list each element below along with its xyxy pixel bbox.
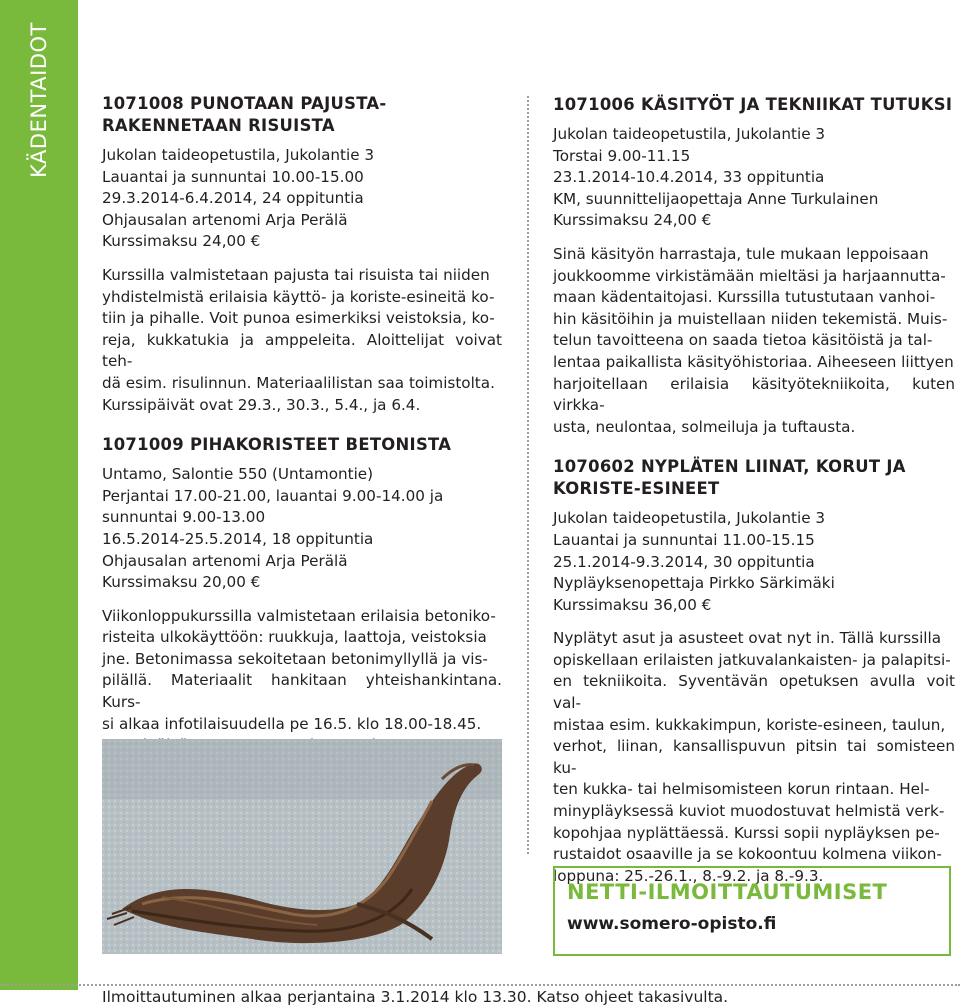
online-registration-box	[553, 866, 951, 956]
footer-divider	[0, 984, 960, 986]
left-column	[102, 93, 502, 757]
course-location: Jukolan taideopetustila, Jukolantie 3	[553, 125, 826, 143]
course-dates: 25.1.2014-9.3.2014, 30 oppituntia	[553, 552, 815, 571]
description-line: tiin ja pihalle. Voit punoa esimerkiksi veistoksia, ko-	[102, 309, 495, 328]
description-line: mistaa esim. kukkakimpun, koriste-esineen, taulun,	[553, 715, 946, 734]
column-divider	[527, 96, 529, 854]
description-line: hin käsitöihin ja muistellaan niiden tekemistä. Muis-	[553, 309, 948, 328]
course-title-line: KORISTE-ESINEET	[553, 479, 720, 499]
description-line: risteita ulkokäyttöön: ruukkuja, laattoja, veistoksia	[102, 628, 487, 647]
description-line: lentaa paikallista käsityöhistoriaa. Aiheeseen liittyen	[553, 352, 954, 371]
course-location: Untamo, Salontie 550 (Untamontie)	[102, 465, 374, 484]
description-line: reja, kukkatukia ja amppeleita. Aloittelijat voivat teh-	[102, 330, 502, 371]
online-registration-title: NETTI-ILMOITTAUTUMISET	[567, 880, 888, 904]
description-line: telun tavoitteena on saada tietoa käsitöistä ja tal-	[553, 331, 933, 350]
description-line: joukkoomme virkistämään mieltäsi ja harjaannutta-	[553, 266, 946, 285]
course-1071008	[102, 93, 502, 416]
course-schedule: sunnuntai 9.00-13.00	[102, 508, 266, 527]
course-fee: Kurssimaksu 24,00 €	[553, 211, 712, 230]
course-title	[553, 94, 955, 116]
footer-note: Ilmoittautuminen alkaa perjantaina 3.1.2014 klo 13.30. Katso ohjeet takasivulta.	[102, 988, 729, 1006]
course-info	[102, 145, 502, 253]
description-line: harjoitellaan erilaisia käsityötekniikoita, kuten virkka-	[553, 374, 955, 415]
description-line: Kurssilla valmistetaan pajusta tai risuista tai niiden	[102, 265, 490, 284]
section-title: KÄDENTAIDOT	[27, 22, 52, 178]
description-line: rustaidot osaaville ja se kokoontuu kolmena viikon-	[553, 845, 942, 864]
sculpture-illustration	[102, 739, 502, 954]
course-schedule: Perjantai 17.00-21.00, lauantai 9.00-14.00 ja	[102, 486, 444, 505]
course-dates: 23.1.2014-10.4.2014, 33 oppituntia	[553, 168, 825, 187]
description-line: dä esim. risulinnun. Materiaalilistan saa toimistolta.	[102, 373, 495, 392]
description-line: loppuna: 25.-26.1., 8.-9.2. ja 8.-9.3.	[553, 866, 824, 885]
description-line: minypläyksessä kuviot muodostuvat helmistä verk-	[553, 802, 945, 821]
course-title-line: RAKENNETAAN RISUISTA	[102, 116, 335, 135]
course-info	[553, 508, 955, 616]
course-description	[102, 606, 502, 757]
course-schedule: Lauantai ja sunnuntai 10.00-15.00	[102, 167, 364, 186]
course-fee: Kurssimaksu 20,00 €	[102, 573, 261, 592]
description-line: Nyplätyt asut ja asusteet ovat nyt in. Tällä kurssilla	[553, 629, 942, 648]
course-title-line: 1070602 NYPLÄTEN LIINAT, KORUT JA	[553, 457, 906, 477]
course-title-line: 1071006 KÄSITYÖT JA TEKNIIKAT TUTUKSI	[553, 95, 953, 114]
description-line: ten kukka- tai helmisomisteen korun rintaan. Hel-	[553, 780, 930, 799]
course-title-line: 1071009 PIHAKORISTEET BETONISTA	[102, 435, 452, 455]
course-title	[553, 456, 955, 500]
description-line: en tekniikoita. Syventävän opetuksen avulla voit val-	[553, 672, 955, 713]
description-line: jne. Betonimassa sekoitetaan betonimyllyllä ja vis-	[102, 649, 488, 668]
website-link[interactable]: www.somero-opisto.fi	[567, 914, 777, 934]
course-1070602	[553, 456, 955, 887]
course-schedule: Torstai 9.00-11.15	[553, 146, 691, 165]
page-number: 20	[38, 930, 66, 954]
course-location: Jukolan taideopetustila, Jukolantie 3	[553, 509, 826, 528]
description-line: si alkaa infotilaisuudella pe 16.5. klo 18.00-18.45.	[102, 714, 482, 733]
course-dates: 16.5.2014-25.5.2014, 18 oppituntia	[102, 529, 374, 548]
course-description	[553, 628, 955, 887]
description-line: verhot, liinan, kansallispuvun pitsin tai somisteen ku-	[553, 737, 955, 777]
course-description	[102, 265, 502, 416]
course-teacher: Ohjausalan artenomi Arja Perälä	[102, 210, 348, 229]
section-sidebar	[0, 0, 78, 990]
right-column	[553, 94, 955, 887]
course-teacher: Ohjausalan artenomi Arja Perälä	[102, 551, 348, 570]
course-fee: Kurssimaksu 36,00 €	[553, 595, 712, 614]
description-line: usta, neulontaa, solmeiluja ja tuftausta.	[553, 417, 856, 436]
course-dates: 29.3.2014-6.4.2014, 24 oppituntia	[102, 189, 364, 208]
course-1071006	[553, 94, 955, 438]
description-line: pilällä. Materiaalit hankitaan yhteishankintana. Kurs-	[102, 671, 502, 712]
course-schedule: Lauantai ja sunnuntai 11.00-15.15	[553, 530, 815, 549]
description-line: Sinä käsityön harrastaja, tule mukaan leppoisaan	[553, 244, 929, 263]
description-line: Viikonloppukurssilla valmistetaan erilaisia betoniko-	[102, 606, 496, 625]
description-line: yhdistelmistä erilaisia käyttö- ja koriste-esineitä ko-	[102, 287, 495, 306]
course-1071009	[102, 434, 502, 757]
course-fee: Kurssimaksu 24,00 €	[102, 232, 261, 251]
course-info	[102, 464, 502, 594]
description-line: kopohjaa nyplättäessä. Kurssi sopii nypläyksen pe-	[553, 823, 940, 842]
willow-sculpture-photo	[102, 739, 502, 954]
course-teacher: Nypläyksenopettaja Pirkko Särkimäki	[553, 574, 835, 593]
course-location: Jukolan taideopetustila, Jukolantie 3	[102, 146, 375, 164]
description-line: maan kädentaitojasi. Kurssilla tutustutaan vanhoi-	[553, 288, 936, 307]
course-info	[553, 124, 955, 232]
description-line: opiskellaan erilaisten jatkuvalankaisten- ja palapitsi-	[553, 650, 951, 669]
course-title	[102, 434, 502, 456]
course-description	[553, 244, 955, 438]
description-line: Kurssipäivät ovat 29.3., 30.3., 5.4., ja 6.4.	[102, 395, 421, 414]
course-teacher: KM, suunnittelijaopettaja Anne Turkulainen	[553, 189, 879, 208]
section-title-wrapper	[0, 0, 78, 200]
course-title-line: 1071008 PUNOTAAN PAJUSTA-	[102, 94, 387, 113]
course-title	[102, 93, 502, 137]
